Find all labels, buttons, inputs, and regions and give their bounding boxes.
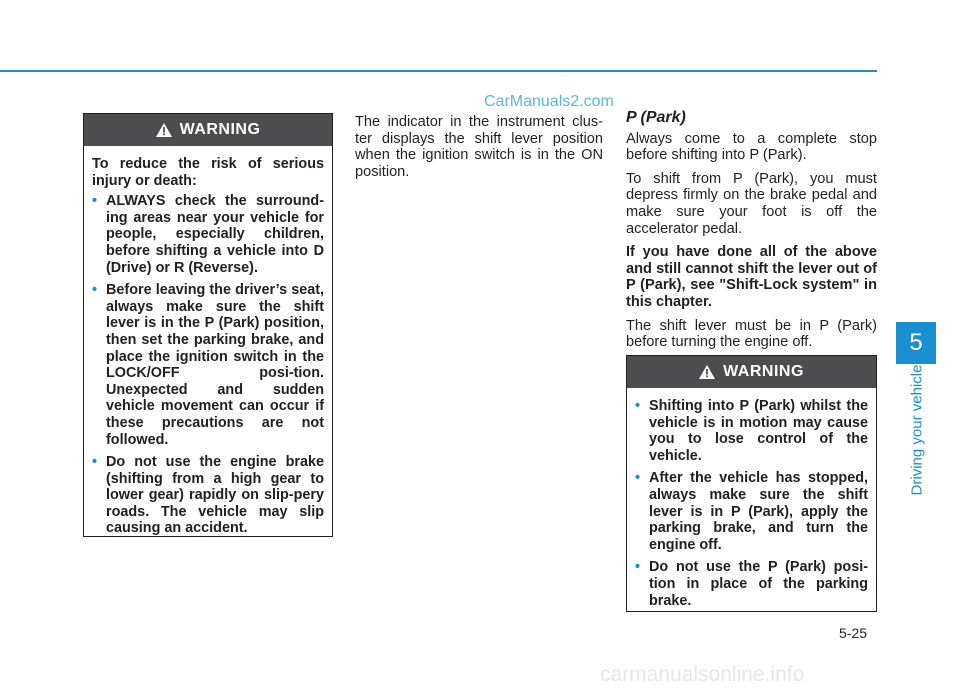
warning-header: [627, 356, 876, 388]
warning-body: [84, 146, 332, 553]
warning-title: WARNING: [179, 121, 261, 138]
warning-item: • After the vehicle has stopped, always make sure the shift lever is in P (Park), apply the parking brake, and turn the engine off.: [635, 470, 868, 553]
warning-item: • Do not use the P (Park) posi-tion in place of the parking brake.: [635, 559, 868, 609]
warning-triangle-icon: [699, 365, 715, 379]
warning-item: • ALWAYS check the surround-ing areas near your vehicle for people, especially children, before shifting a vehicle into D (Drive) or R (Reverse).: [92, 193, 324, 276]
chapter-tab: 5: [896, 322, 936, 364]
indicator-paragraph: [355, 114, 603, 180]
warning-header: [84, 114, 332, 146]
paragraph: To shift from P (Park), you must depress firmly on the brake pedal and make sure your foot is off the accelerator pedal.: [626, 170, 877, 237]
warning-item: • Shifting into P (Park) whilst the vehicle is in motion may cause you to lose control of the vehicle.: [635, 398, 868, 464]
paragraph: Always come to a complete stop before shifting into P (Park).: [626, 130, 877, 164]
watermark-text: CarManuals2.com: [484, 93, 614, 110]
page-number: 5-25: [839, 625, 868, 641]
warning-list: [635, 398, 868, 609]
warning-item: • Do not use the engine brake (shifting from a high gear to lower gear) rapidly on slip-pery roads. The vehicle may slip causing an accident.: [92, 454, 324, 537]
chapter-label: Driving your vehicle: [908, 364, 926, 496]
paragraph: The shift lever must be in P (Park) before turning the engine off.: [626, 317, 877, 351]
park-section: [626, 110, 877, 358]
warning-item: • Before leaving the driver’s seat, always make sure the shift lever is in the P (Park) position, then set the parking brake, and place the ignition switch in the LOCK/OFF posi-tion. Unexpected and sudden vehicle movement can occur if these precautions are not followed.: [92, 282, 324, 448]
header-rule: [0, 70, 877, 72]
warning-box-2: [626, 355, 877, 612]
warning-box-1: [83, 113, 333, 537]
warning-intro: To reduce the risk of serious injury or death:: [92, 156, 324, 189]
warning-title: WARNING: [723, 363, 804, 380]
indicator-text: The indicator in the instrument clus-ter displays the shift lever position when the ignition switch is in the ON position.: [355, 114, 603, 180]
paragraph-bold: If you have done all of the above and still cannot shift the lever out of P (Park), see "Shift-Lock system" in this chapter.: [626, 244, 877, 310]
section-heading: P (Park): [626, 109, 686, 126]
warning-triangle-icon: [156, 123, 172, 137]
footer-watermark: carmanualsonline.info: [600, 663, 805, 686]
warning-list: [92, 193, 324, 537]
warning-body: [627, 388, 876, 625]
